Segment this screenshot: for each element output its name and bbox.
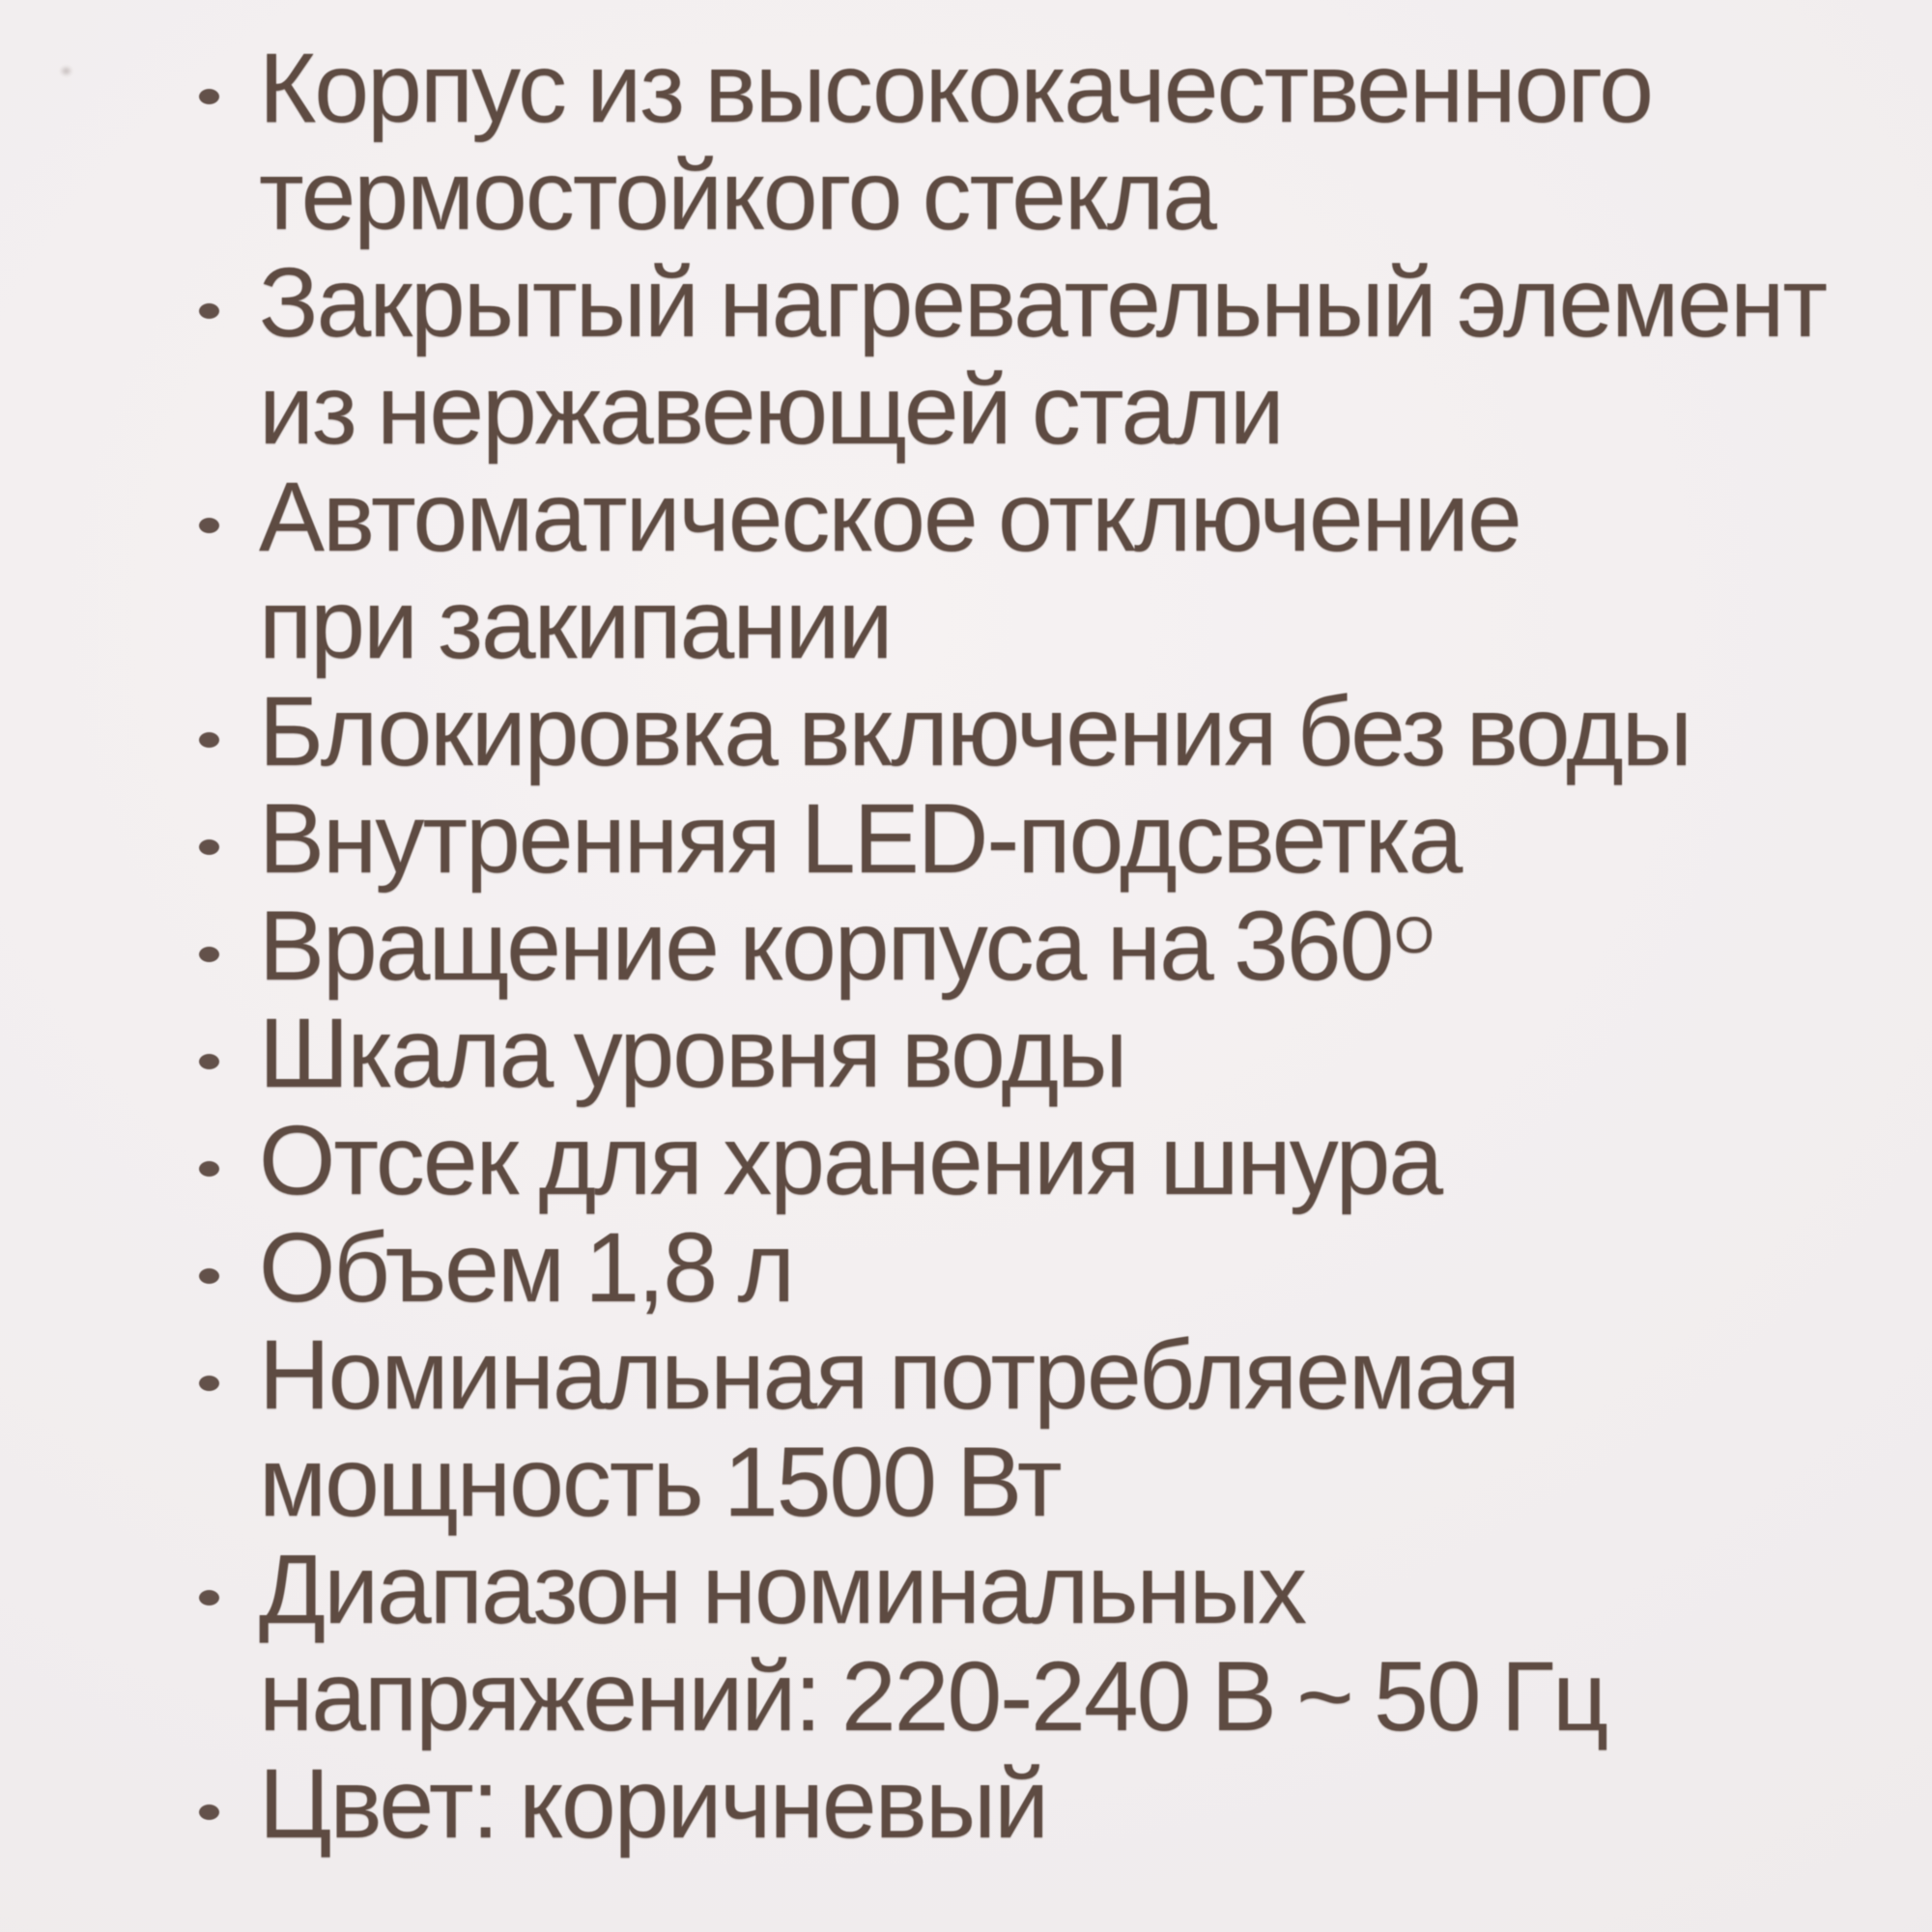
list-item xyxy=(259,249,1826,464)
bullet-dot-icon xyxy=(199,1161,219,1177)
bullet-dot-icon xyxy=(199,839,219,855)
feature-line: Блокировка включения без воды xyxy=(259,676,1691,786)
feature-line: Диапазон номинальных xyxy=(259,1534,1306,1644)
feature-line: Автоматическое отключение xyxy=(259,462,1520,572)
feature-line: Шкала уровня воды xyxy=(259,998,1126,1108)
feature-line: Объем 1,8 л xyxy=(259,1212,793,1322)
bullet-dot-icon xyxy=(199,732,219,748)
feature-line: Отсек для хранения шнура xyxy=(259,1105,1442,1215)
list-item xyxy=(259,1750,1826,1858)
bullet-dot-icon xyxy=(199,1590,219,1605)
list-item xyxy=(259,893,1826,1000)
feature-line xyxy=(259,893,1826,1000)
bullet-dot-icon xyxy=(199,89,219,104)
feature-line: из нержавеющей стали xyxy=(259,355,1283,465)
feature-line: напряжений: 220-240 В ~ 50 Гц xyxy=(259,1641,1607,1751)
feature-line: при закипании xyxy=(259,569,892,679)
degree-superscript: О xyxy=(1394,907,1435,965)
list-item xyxy=(259,1321,1826,1536)
feature-line: мощность 1500 Вт xyxy=(259,1427,1061,1537)
list-item xyxy=(259,464,1826,678)
feature-line: Номинальная потребляемая xyxy=(259,1320,1519,1430)
list-item xyxy=(259,1214,1826,1321)
list-item xyxy=(259,785,1826,893)
list-item xyxy=(259,1000,1826,1107)
bullet-dot-icon xyxy=(199,947,219,962)
feature-line: Внутренняя LED-подсветка xyxy=(259,783,1462,894)
bullet-dot-icon xyxy=(199,1268,219,1284)
feature-list xyxy=(0,35,1826,1858)
feature-line: Цвет: коричневый xyxy=(259,1748,1048,1859)
bullet-dot-icon xyxy=(199,1376,219,1391)
feature-line: Корпус из высококачественного xyxy=(259,33,1653,143)
list-item xyxy=(259,1536,1826,1750)
bullet-dot-icon xyxy=(199,303,219,319)
feature-line: Закрытый нагревательный элемент xyxy=(259,247,1827,357)
list-item xyxy=(259,678,1826,785)
feature-line-text: Вращение корпуса на 360 xyxy=(259,891,1393,1001)
bullet-dot-icon xyxy=(199,1054,219,1069)
bullet-dot-icon xyxy=(199,518,219,533)
bullet-dot-icon xyxy=(199,1804,219,1820)
feature-line: термостойкого стекла xyxy=(259,140,1215,250)
list-item xyxy=(259,35,1826,249)
list-item xyxy=(259,1107,1826,1214)
